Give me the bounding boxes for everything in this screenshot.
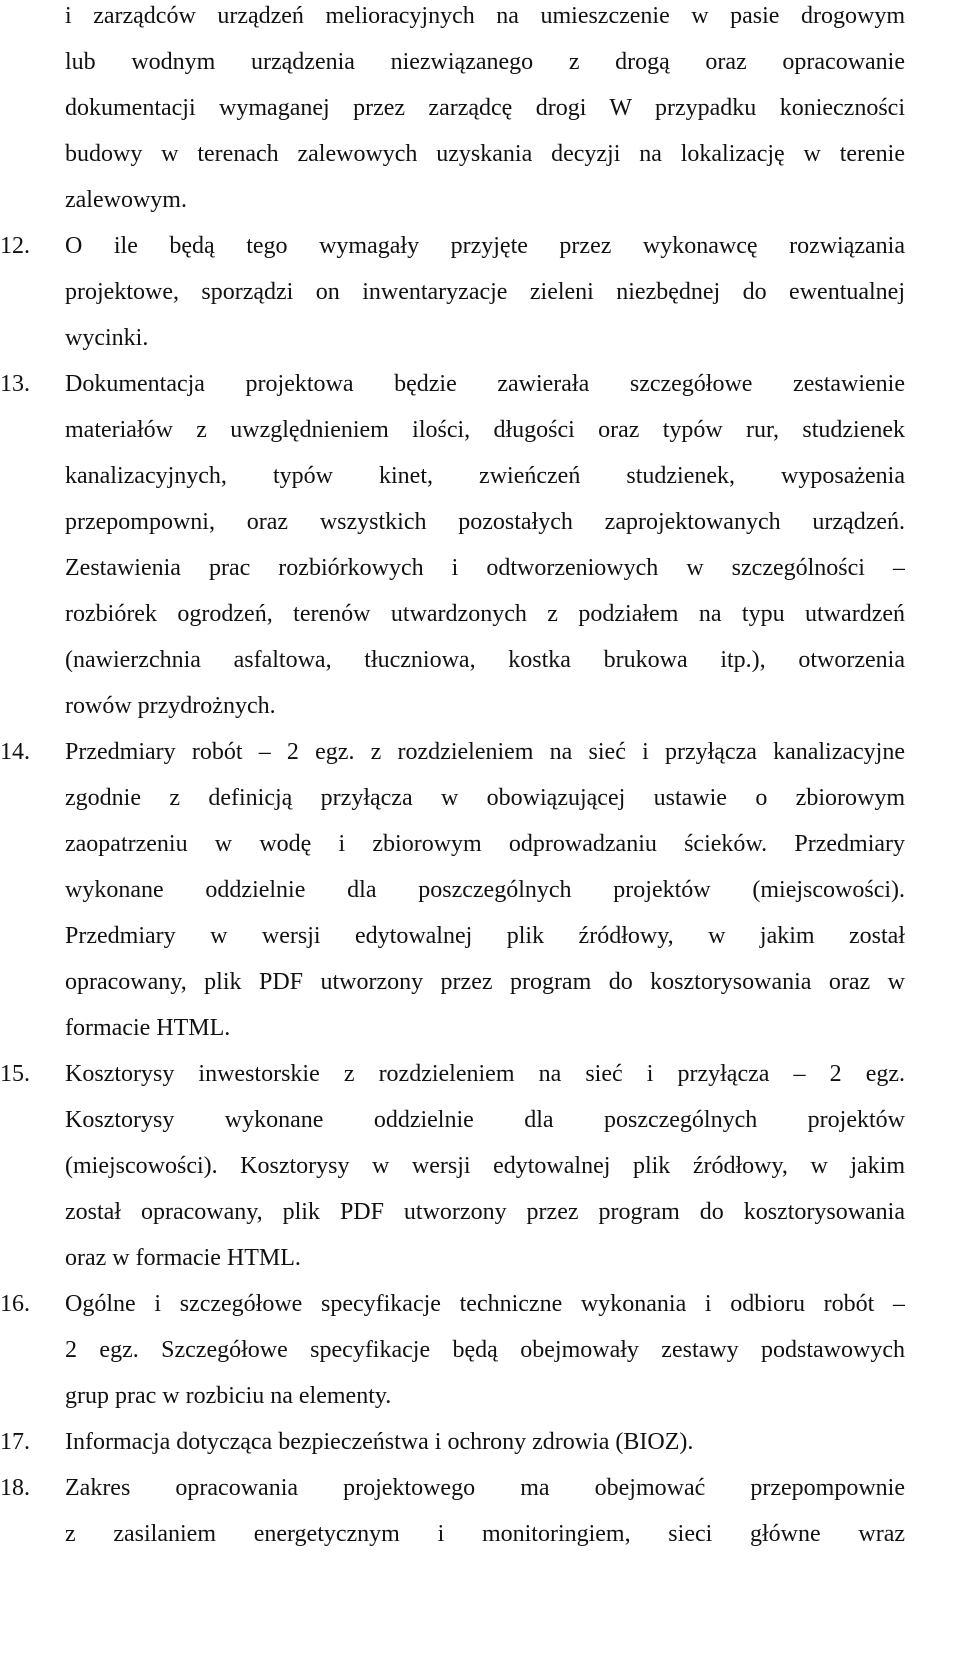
item-line: formacie HTML. xyxy=(65,1015,231,1041)
item-number: 17. xyxy=(0,1429,30,1455)
item-line: rowów przydrożnych. xyxy=(65,693,276,719)
item-number: 14. xyxy=(0,739,30,765)
item-line: kanalizacyjnych, typów kinet, zwieńczeń studzienek, wyposażenia xyxy=(65,463,905,489)
item-line: (nawierzchnia asfaltowa, tłuczniowa, kostka brukowa itp.), otworzenia xyxy=(65,647,905,673)
item-line: (miejscowości). Kosztorysy w wersji edytowalnej plik źródłowy, w jakim xyxy=(65,1153,905,1179)
item-line: Dokumentacja projektowa będzie zawierała szczegółowe zestawienie xyxy=(65,371,905,397)
item-line: wycinki. xyxy=(65,325,149,351)
item-line: został opracowany, plik PDF utworzony przez program do kosztorysowania xyxy=(65,1199,905,1225)
item-number: 16. xyxy=(0,1291,30,1317)
item-line: Zestawienia prac rozbiórkowych i odtworzeniowych w szczególności – xyxy=(65,555,905,581)
item-line: Kosztorysy inwestorskie z rozdzieleniem na sieć i przyłącza – 2 egz. xyxy=(65,1061,905,1087)
item-number: 18. xyxy=(0,1475,30,1501)
item-line: Informacja dotycząca bezpieczeństwa i ochrony zdrowia (BIOZ). xyxy=(65,1429,694,1455)
intro-line: i zarządców urządzeń melioracyjnych na umieszczenie w pasie drogowym xyxy=(65,3,905,29)
item-number: 12. xyxy=(0,233,30,259)
item-line: oraz w formacie HTML. xyxy=(65,1245,301,1271)
item-line: wykonane oddzielnie dla poszczególnych projektów (miejscowości). xyxy=(65,877,905,903)
item-line: zaopatrzeniu w wodę i zbiorowym odprowadzaniu ścieków. Przedmiary xyxy=(65,831,905,857)
item-line: Przedmiary w wersji edytowalnej plik źródłowy, w jakim został xyxy=(65,923,905,949)
item-line: Ogólne i szczegółowe specyfikacje techniczne wykonania i odbioru robót – xyxy=(65,1291,905,1317)
item-line: Zakres opracowania projektowego ma obejmować przepompownie xyxy=(65,1475,905,1501)
item-number: 15. xyxy=(0,1061,30,1087)
item-number: 13. xyxy=(0,371,30,397)
item-line: Przedmiary robót – 2 egz. z rozdzieleniem na sieć i przyłącza kanalizacyjne xyxy=(65,739,905,765)
item-line: rozbiórek ogrodzeń, terenów utwardzonych z podziałem na typu utwardzeń xyxy=(65,601,905,627)
intro-line: dokumentacji wymaganej przez zarządcę drogi W przypadku konieczności xyxy=(65,95,905,121)
item-line: materiałów z uwzględnieniem ilości, długości oraz typów rur, studzienek xyxy=(65,417,905,443)
item-line: O ile będą tego wymagały przyjęte przez wykonawcę rozwiązania xyxy=(65,233,905,259)
item-line: z zasilaniem energetycznym i monitoringiem, sieci główne wraz xyxy=(65,1521,905,1547)
intro-line: budowy w terenach zalewowych uzyskania decyzji na lokalizację w terenie xyxy=(65,141,905,167)
intro-line: lub wodnym urządzenia niezwiązanego z drogą oraz opracowanie xyxy=(65,49,905,75)
item-line: grup prac w rozbiciu na elementy. xyxy=(65,1383,392,1409)
intro-line: zalewowym. xyxy=(65,187,187,213)
item-line: przepompowni, oraz wszystkich pozostałych zaprojektowanych urządzeń. xyxy=(65,509,905,535)
item-line: zgodnie z definicją przyłącza w obowiązującej ustawie o zbiorowym xyxy=(65,785,905,811)
item-line: 2 egz. Szczegółowe specyfikacje będą obejmowały zestawy podstawowych xyxy=(65,1337,905,1363)
item-line: projektowe, sporządzi on inwentaryzacje zieleni niezbędnej do ewentualnej xyxy=(65,279,905,305)
item-line: Kosztorysy wykonane oddzielnie dla poszczególnych projektów xyxy=(65,1107,905,1133)
item-line: opracowany, plik PDF utworzony przez program do kosztorysowania oraz w xyxy=(65,969,905,995)
